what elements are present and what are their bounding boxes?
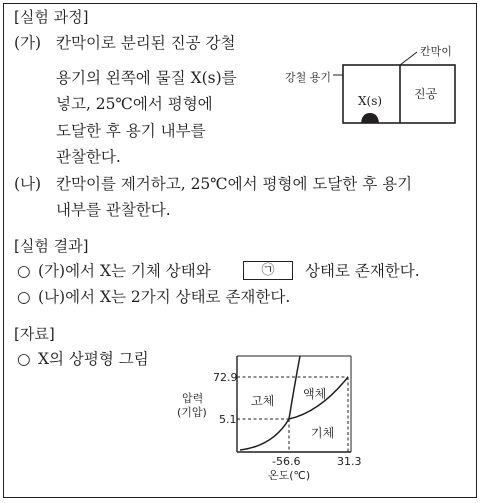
step-na-line-1: 칸막이를 제거하고, 25℃에서 평형에 도달한 후 용기 bbox=[56, 175, 413, 193]
blank-marker: ㉠ bbox=[261, 263, 275, 278]
substance-label: X(s) bbox=[358, 94, 383, 108]
vessel-label: 강철 용기 bbox=[285, 71, 332, 84]
step-ga-line-4: 도달한 후 용기 내부를 bbox=[56, 122, 206, 140]
x-axis-label: 온도(℃) bbox=[268, 469, 311, 482]
step-ga-line-5: 관찰한다. bbox=[56, 148, 121, 166]
result-1-text-end: 상태로 존재한다. bbox=[305, 262, 420, 280]
process-heading: [실험 과정] bbox=[14, 8, 89, 26]
vacuum-label: 진공 bbox=[414, 87, 438, 101]
x-tick-31.3: 31.3 bbox=[337, 455, 362, 468]
step-ga-marker: (가) bbox=[14, 34, 42, 52]
result-heading: [실험 결과] bbox=[14, 237, 89, 255]
region-liquid: 액체 bbox=[303, 387, 327, 401]
step-ga-line-2: 용기의 왼쪽에 물질 X(s)를 bbox=[56, 69, 237, 87]
region-solid: 고체 bbox=[251, 394, 275, 408]
y-axis-label-line-1: 압력 bbox=[182, 392, 204, 405]
result-1-bullet: ○ bbox=[17, 262, 31, 280]
melting-curve bbox=[289, 356, 300, 419]
y-tick-72.9: 72.9 bbox=[213, 371, 238, 384]
partition-label: 칸막이 bbox=[420, 45, 452, 58]
result-2-bullet: ○ bbox=[17, 288, 31, 306]
y-axis-label-line-2: (기압) bbox=[177, 406, 207, 419]
material-heading: [자료] bbox=[14, 325, 55, 343]
result-1-text: (가)에서 X는 기체 상태와 bbox=[38, 262, 211, 280]
result-2-text: (나)에서 X는 2가지 상태로 존재한다. bbox=[38, 288, 291, 306]
step-na-marker: (나) bbox=[14, 175, 42, 193]
step-na-line-2: 내부를 관찰한다. bbox=[56, 201, 171, 219]
x-tick-neg56.6: -56.6 bbox=[272, 455, 301, 468]
region-gas: 기체 bbox=[311, 426, 335, 440]
y-tick-5.1: 5.1 bbox=[219, 413, 237, 426]
step-ga-line-1: 칸막이로 분리된 진공 강철 bbox=[56, 34, 236, 52]
sublimation-curve bbox=[240, 419, 289, 450]
material-bullet: ○ bbox=[17, 350, 31, 368]
step-ga-line-3: 넣고, 25℃에서 평형에 bbox=[56, 95, 213, 113]
material-text: X의 상평형 그림 bbox=[38, 350, 149, 368]
